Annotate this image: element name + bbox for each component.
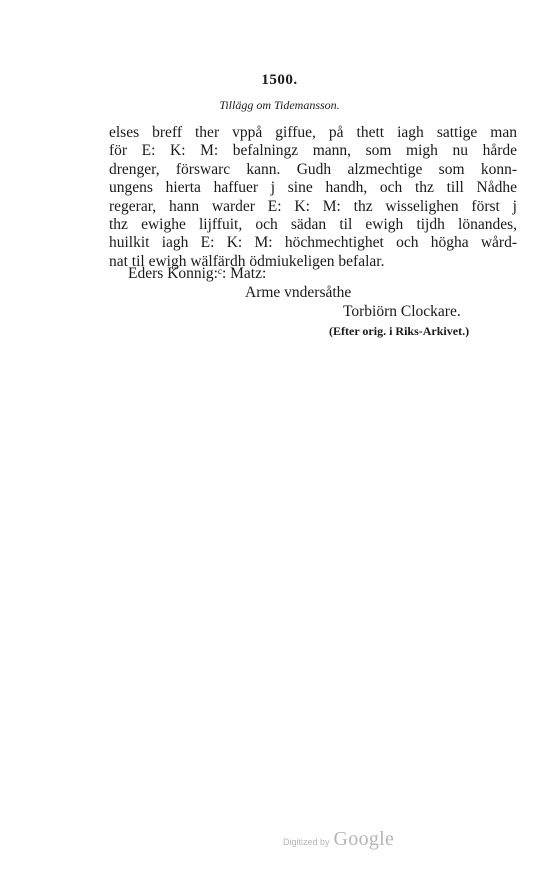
digitized-by-label: Digitized by <box>283 837 330 847</box>
closing-salutation: Eders Konnig:ᶜ: Matz: <box>128 265 267 282</box>
source-note: (Efter orig. i Riks-Arkivet.) <box>329 324 470 338</box>
signature: Torbiörn Clockare. <box>343 303 461 320</box>
closing-servant: Arme vndersåthe <box>245 284 352 301</box>
text-line: regerar, hann warder E: K: M: thz wisselighen först j <box>109 197 517 215</box>
text-line: ungens hierta haffuer j sine handh, och thz till Nådhe <box>109 179 517 197</box>
text-line: elses breff ther vppå giffue, på thett iagh sattige man <box>109 124 517 141</box>
google-logo: Google <box>333 828 395 850</box>
text-line: huilkit iagh E: K: M: höchmechtighet och högha wård- <box>109 234 517 252</box>
running-head: Tillägg om Tidemansson. <box>219 98 340 112</box>
text-line: drenger, förswarc kann. Gudh alzmechtige som konn- <box>109 160 517 178</box>
letter-body <box>109 124 517 271</box>
text-line: thz ewighe lijffuit, och sädan til ewigh tijdh lönandes, <box>109 216 517 234</box>
text-line: för E: K: M: befalningz mann, som migh nu hårde <box>109 142 517 160</box>
digitized-watermark <box>283 828 394 851</box>
text-line: nat til ewigh wälfärdh ödmiukeligen befalar. <box>109 252 385 270</box>
page-number: 1500. <box>261 72 298 88</box>
